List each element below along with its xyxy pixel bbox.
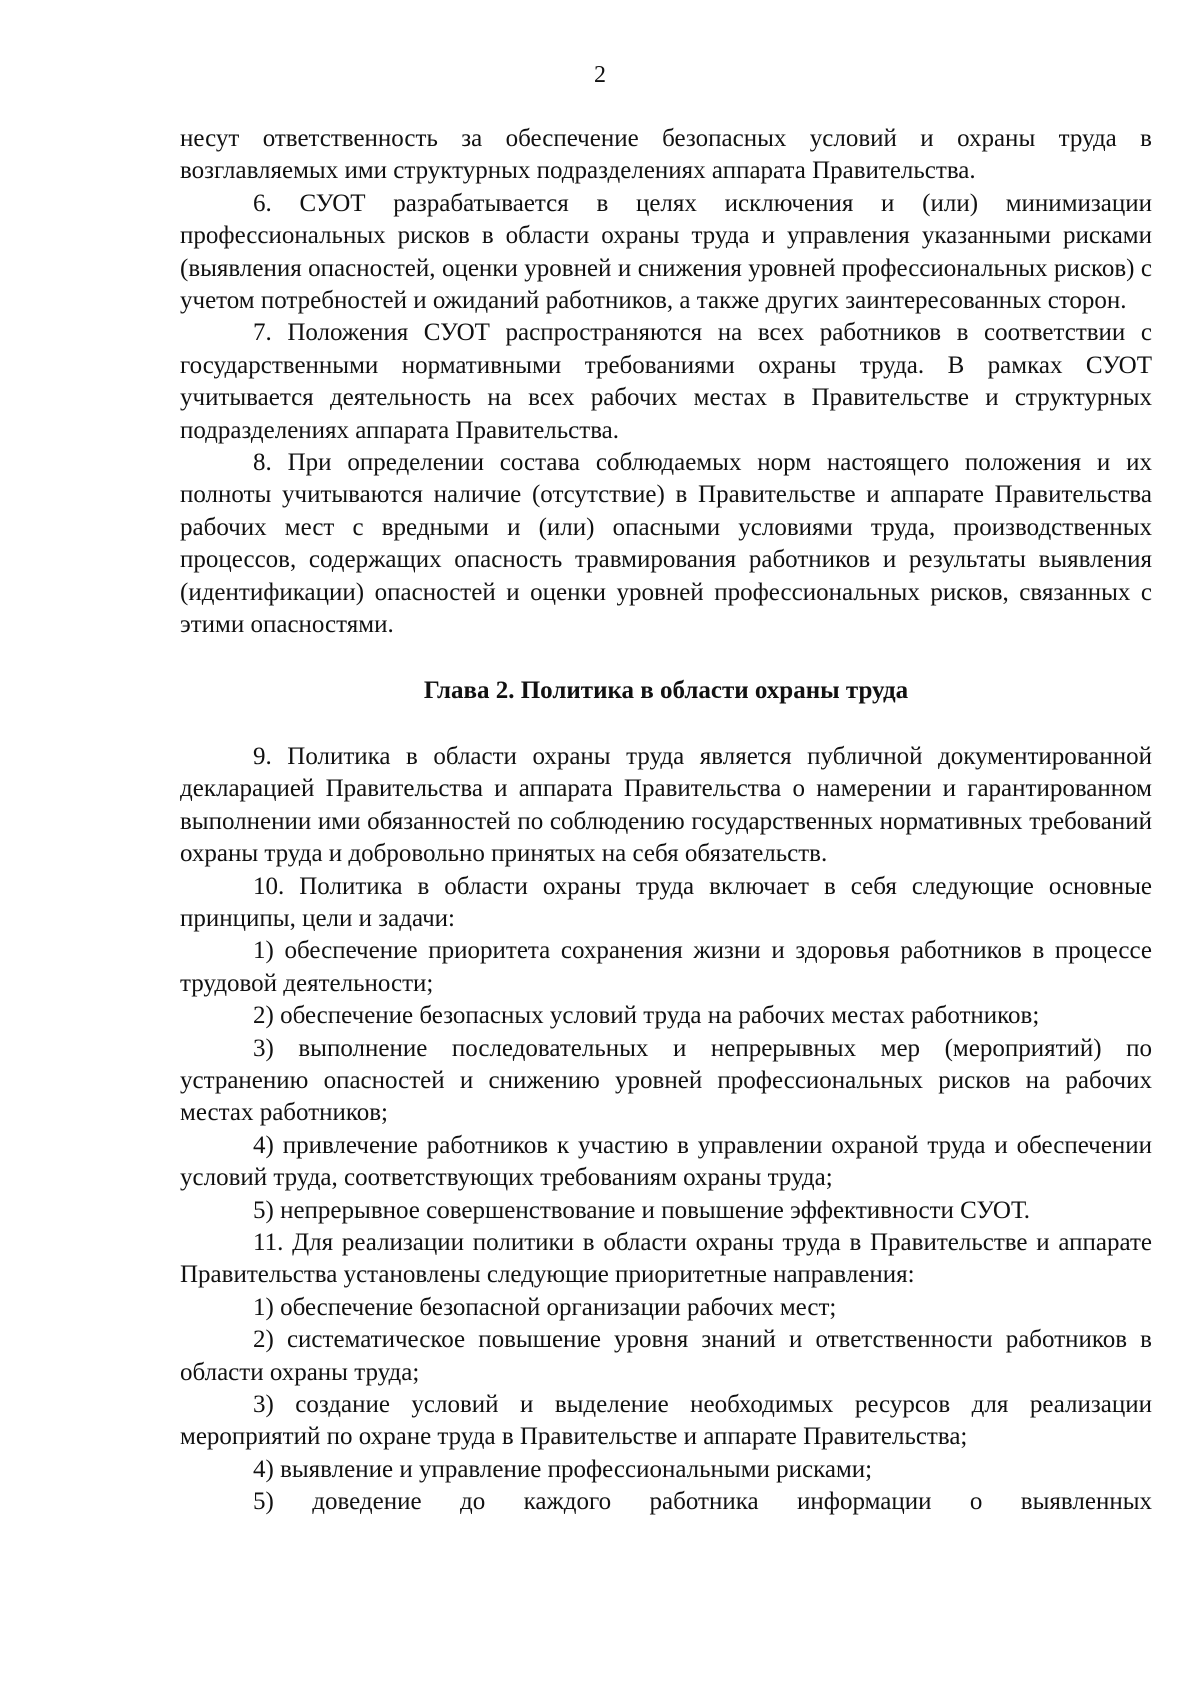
paragraph: 11. Для реализации политики в области охраны труда в Правительстве и аппарате Правительства установлены следующие приоритетные направления: (180, 1229, 1152, 1289)
paragraph: 4) выявление и управление профессиональными рисками; (253, 1455, 873, 1483)
paragraph: 3) выполнение последовательных и непрерывных мер (мероприятий) по устранению опасностей и снижению уровней профессиональных рисков на рабочих местах работников; (180, 1034, 1152, 1127)
paragraph: 1) обеспечение приоритета сохранения жизни и здоровья работников в процессе трудовой деятельности; (180, 937, 1152, 997)
paragraph: 7. Положения СУОТ распространяются на всех работников в соответствии с государственными нормативными требованиями охраны труда. В рамках СУОТ учитывается деятельность на всех рабочих местах в Правительстве и структурных подразделениях аппарата Правительства. (180, 319, 1152, 444)
document-body (180, 123, 1152, 1519)
paragraph: 2) обеспечение безопасных условий труда на рабочих местах работников; (253, 1002, 1040, 1030)
page-number: 2 (594, 62, 606, 88)
paragraph: 5) доведение до каждого работника информации о выявленных (253, 1488, 1152, 1516)
paragraph: 4) привлечение работников к участию в управлении охраной труда и обеспечении условий труда, соответствующих требованиям охраны труда; (180, 1131, 1152, 1192)
chapter-heading: Глава 2. Политика в области охраны труда (423, 676, 909, 704)
paragraph: 10. Политика в области охраны труда включает в себя следующие основные принципы, цели и задачи: (180, 872, 1152, 932)
paragraph: 3) создание условий и выделение необходимых ресурсов для реализации мероприятий по охране труда в Правительстве и аппарате Правительства; (180, 1391, 1152, 1451)
paragraph: 1) обеспечение безопасной организации рабочих мест; (253, 1293, 837, 1321)
paragraph: 5) непрерывное совершенствование и повышение эффективности СУОТ. (253, 1196, 1031, 1224)
paragraph: несут ответственность за обеспечение безопасных условий и охраны труда в возглавляемых ими структурных подразделениях аппарата Правительства. (180, 125, 1152, 185)
paragraph: 6. СУОТ разрабатывается в целях исключения и (или) минимизации профессиональных рисков в области охраны труда и управления указанными рисками (выявления опасностей, оценки уровней и снижения уровней профессиональных рисков) с учетом потребностей и ожиданий работников, а также других заинтересованных сторон. (180, 189, 1152, 315)
paragraph: 9. Политика в области охраны труда является публичной документированной декларацией Правительства и аппарата Правительства о намерении и гарантированном выполнении ими обязанностей по соблюдению государственных нормативных требований охраны труда и добровольно принятых на себя обязательств. (180, 742, 1152, 868)
paragraph: 8. При определении состава соблюдаемых норм настоящего положения и их полноты учитываются наличие (отсутствие) в Правительстве и аппарате Правительства рабочих мест с вредными и (или) опасными условиями труда, производственных процессов, содержащих опасность травмирования работников и результаты выявления (идентификации) опасностей и оценки уровней профессиональных рисков, связанных с этими опасностями. (180, 449, 1152, 639)
paragraph: 2) систематическое повышение уровня знаний и ответственности работников в области охраны труда; (180, 1326, 1152, 1386)
